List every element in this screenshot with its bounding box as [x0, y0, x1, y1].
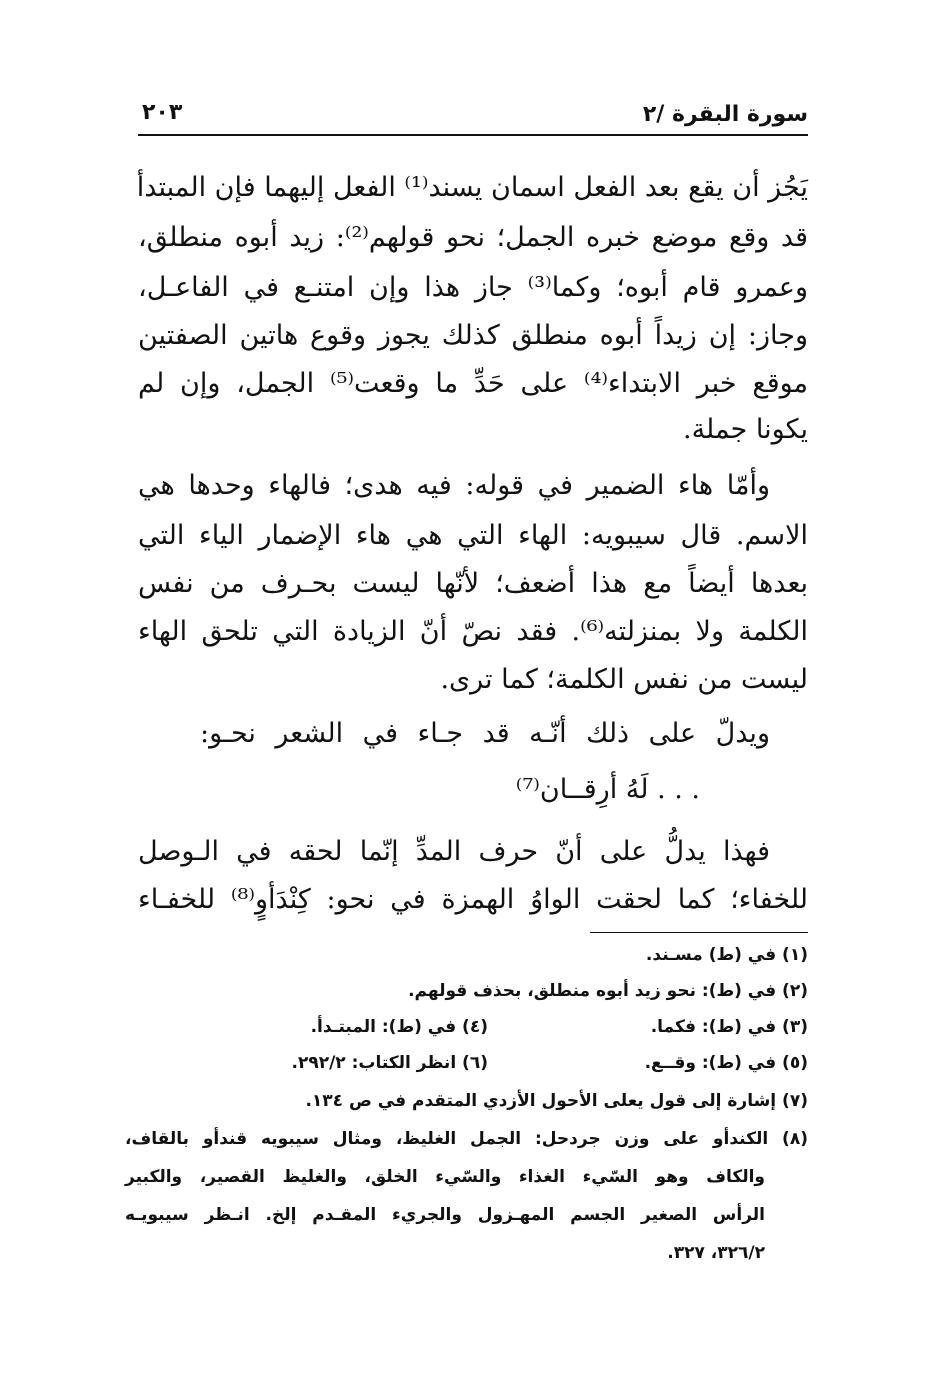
verse-fragment: . . . لَهُ أرِقــان⁽⁷⁾	[515, 774, 700, 805]
body-line: بعدها أيضاً مع هذا أضعف؛ لأنّها ليست بحـرف من نفس	[138, 568, 808, 599]
body-line: للخفاء؛ كما لحقت الواوُ الهمزة في نحو: كِنْدَأوٍ⁽⁸⁾ للخفـاء	[138, 884, 808, 915]
body-line: ويدلّ على ذلك أنّـه قد جـاء في الشعر نحـو:	[200, 718, 770, 749]
body-line: وأمّا هاء الضمير في قوله: فيه هدى؛ فالهاء وحدها هي	[138, 470, 770, 501]
body-line: قد وقع موضع خبره الجمل؛ نحو قولهم⁽²⁾: زيد أبوه منطلق،	[138, 222, 808, 253]
body-line: الاسم. قال سيبويه: الهاء التي هي هاء الإضمار الياء التي	[138, 520, 808, 551]
body-line: وعمرو قام أبوه؛ وكما⁽³⁾ جاز هذا وإن امتنـع في الفاعـل،	[138, 272, 808, 303]
footnote-3: (٣) في (ط): فكما.	[650, 1017, 808, 1037]
footnote-8-line: ٣٢٦/٢، ٣٢٧.	[667, 1243, 765, 1263]
footnote-6: (٦) انظر الكتاب: ٢٩٢/٢.	[291, 1053, 488, 1073]
page-header	[138, 96, 808, 136]
footnote-8-line: الرأس الصغير الجسم المهـزول والجريء المقـدم إلخ. انـظر سيبويـه	[125, 1205, 765, 1225]
body-line: فهذا يدلُّ على أنّ حرف المدِّ إنّما لحقه في الـوصل	[138, 836, 770, 867]
body-line: الكلمة ولا بمنزلته⁽⁶⁾. فقد نصّ أنّ الزيادة التي تلحق الهاء	[138, 616, 808, 647]
body-line: يكونا جملة.	[683, 414, 808, 445]
footnote-4: (٤) في (ط): المبتـدأ.	[310, 1017, 488, 1037]
page-number: ٢٠٣	[142, 100, 183, 125]
footnote-7: (٧) إشارة إلى قول يعلى الأحول الأزدي المتقدم في ص ١٣٤.	[305, 1091, 808, 1111]
footnote-1: (١) في (ط) مسـند.	[645, 945, 808, 965]
body-line: يَجُز أن يقع بعد الفعل اسمان يسند⁽¹⁾ الفعل إليهما فإن المبتدأ	[136, 172, 808, 203]
body-line: وجاز: إن زيداً أبوه منطلق كذلك يجوز وقوع هاتين الصفتين	[138, 320, 808, 351]
footnote-5: (٥) في (ط): وقــع.	[644, 1053, 808, 1073]
body-line: موقع خبر الابتداء⁽⁴⁾ على حَدِّ ما وقعت⁽⁵⁾ الجمل، وإن لم	[138, 368, 809, 399]
footnote-separator	[590, 932, 808, 933]
running-title: سورة البقرة /٢	[642, 102, 808, 127]
footnote-2: (٢) في (ط): نحو زيد أبوه منطلق، بحذف قولهم.	[408, 981, 808, 1001]
footnote-8-line: والكاف وهو السّيء الغذاء والسّيء الخلق، والغليظ القصير، والكبير	[125, 1167, 765, 1187]
body-line: ليست من نفس الكلمة؛ كما ترى.	[440, 664, 808, 695]
footnote-8-line: (٨) الكندأو على وزن جردحل: الجمل الغليظ، ومثال سيبويه قندأو بالقاف،	[125, 1129, 808, 1149]
